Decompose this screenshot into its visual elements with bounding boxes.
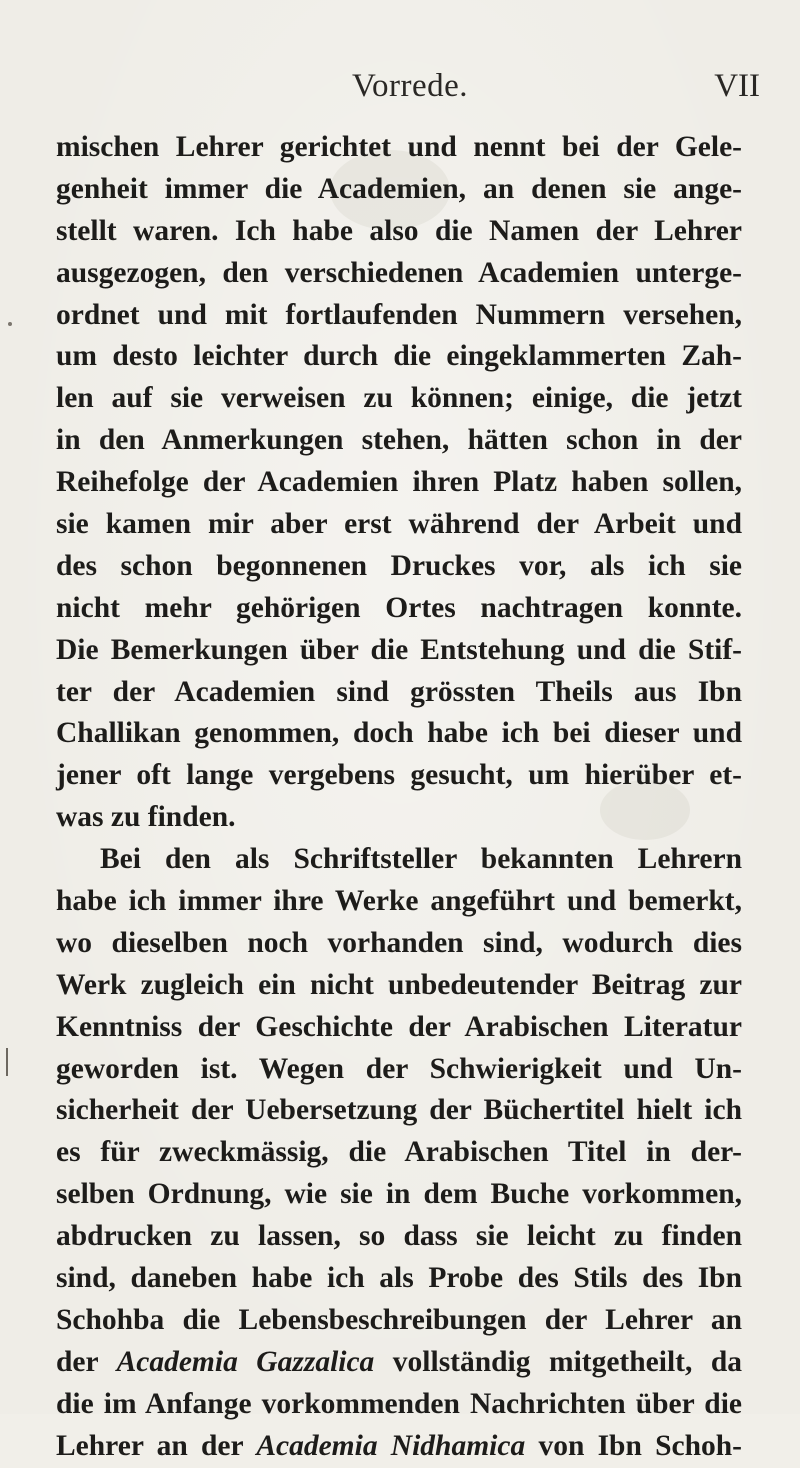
text-line: jener oft lange vergebens gesucht, um hierüber et- (56, 759, 742, 792)
text-line: ausgezogen, den verschiedenen Academien unterge- (56, 256, 742, 289)
text-line: Schohba die Lebensbeschreibungen der Lehrer an (56, 1303, 742, 1336)
text-line: sicherheit der Uebersetzung der Büchertitel hielt ich (56, 1094, 742, 1127)
text-line: nicht mehr gehörigen Ortes nachtragen konnte. (56, 591, 742, 624)
text-line: Reihefolge der Academien ihren Platz haben sollen, (56, 466, 742, 499)
text-line: len auf sie verweisen zu können; einige, die jetzt (56, 382, 742, 415)
text-line: die im Anfange vorkommenden Nachrichten über die (56, 1387, 742, 1420)
text-line: Kenntniss der Geschichte der Arabischen Literatur (56, 1010, 742, 1043)
text-line: ordnet und mit fortlaufenden Nummern versehen, (56, 298, 742, 331)
text-line: geworden ist. Wegen der Schwierigkeit und Un- (56, 1052, 742, 1085)
text-segment: Lehrer an der (56, 1429, 257, 1462)
text-line: es für zweckmässig, die Arabischen Titel in der- (56, 1136, 742, 1169)
text-line-academia-nidhamica (56, 1426, 742, 1468)
text-line: Die Bemerkungen über die Entstehung und die Stif- (56, 633, 742, 666)
body-text (56, 127, 742, 1468)
text-line: was zu finden. (56, 801, 236, 834)
margin-dot (8, 322, 12, 326)
running-title: Vorrede. (351, 68, 469, 104)
margin-mark (6, 1048, 8, 1076)
text-line: Challikan genommen, doch habe ich bei dieser und (56, 717, 742, 750)
text-line: stellt waren. Ich habe also die Namen der Lehrer (56, 214, 742, 247)
page-header (60, 68, 760, 112)
text-line: Bei den als Schriftsteller bekannten Lehrern (100, 843, 742, 876)
page-number: VII (714, 68, 760, 104)
text-line: sie kamen mir aber erst während der Arbeit und (56, 508, 742, 541)
text-line: des schon begonnenen Druckes vor, als ich sie (56, 549, 742, 582)
text-line: genheit immer die Academien, an denen sie ange- (56, 172, 742, 205)
text-line: ter der Academien sind grössten Theils aus Ibn (56, 675, 742, 708)
text-line-academia-gazzalica (56, 1342, 742, 1384)
text-line: sind, daneben habe ich als Probe des Stils des Ibn (56, 1262, 742, 1295)
italic-academy-name: Academia Nidhamica (256, 1429, 526, 1462)
text-line: abdrucken zu lassen, so dass sie leicht zu finden (56, 1220, 742, 1253)
text-segment: von Ibn Schoh- (525, 1429, 742, 1462)
text-line: selben Ordnung, wie sie in dem Buche vorkommen, (56, 1178, 742, 1211)
text-line: um desto leichter durch die eingeklammerten Zah- (56, 340, 742, 373)
text-segment: der (56, 1345, 117, 1378)
text-line: in den Anmerkungen stehen, hätten schon in der (56, 424, 742, 457)
text-segment: vollständig mitgetheilt, da (374, 1345, 742, 1378)
italic-academy-name: Academia Gazzalica (116, 1345, 375, 1378)
text-line: habe ich immer ihre Werke angeführt und bemerkt, (56, 885, 742, 918)
text-line: Werk zugleich ein nicht unbedeutender Beitrag zur (56, 968, 742, 1001)
text-line: wo dieselben noch vorhanden sind, wodurch dies (56, 926, 742, 959)
text-line: mischen Lehrer gerichtet und nennt bei der Gele- (56, 131, 742, 163)
